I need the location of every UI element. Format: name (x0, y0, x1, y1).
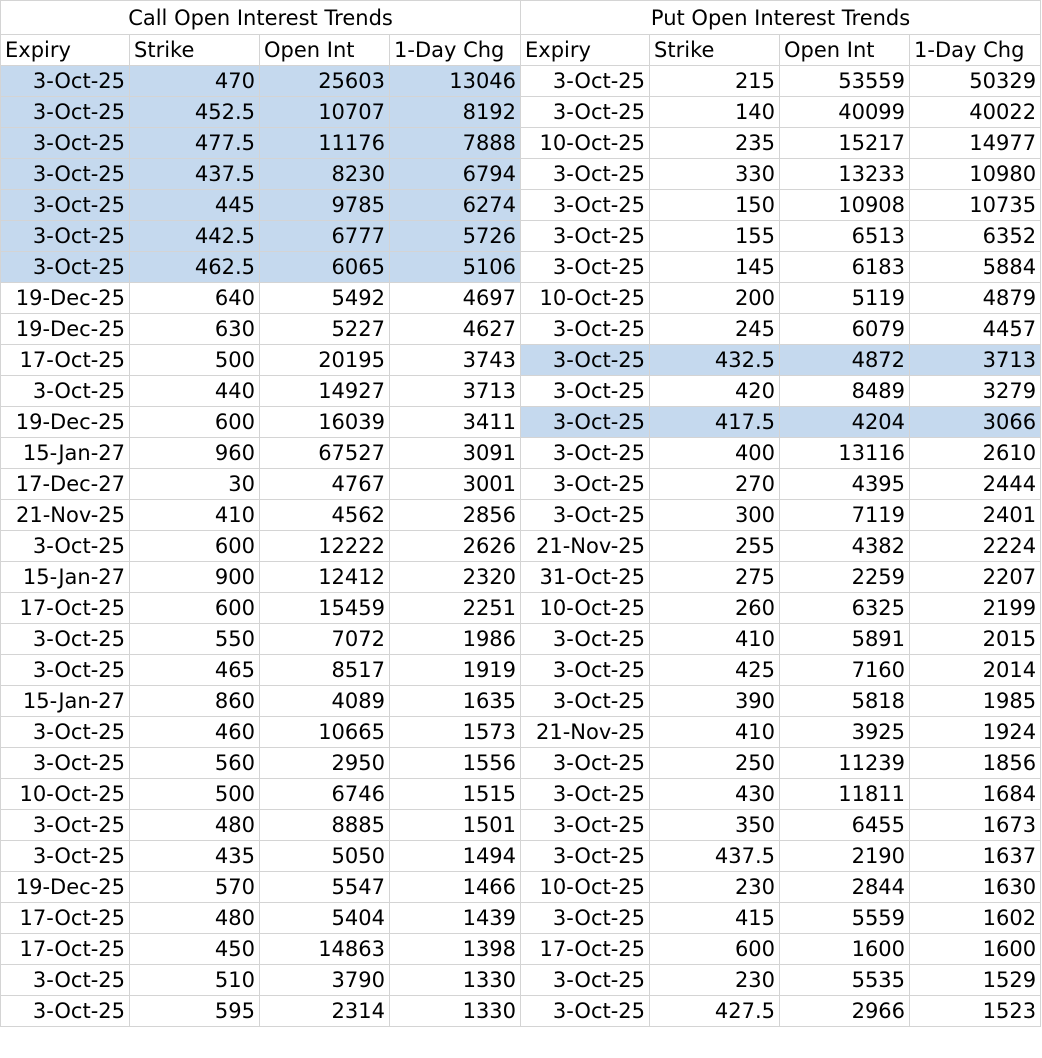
put-strike-cell[interactable]: 250 (650, 748, 780, 779)
put-expiry-cell[interactable]: 21-Nov-25 (521, 717, 650, 748)
call-open-int-cell[interactable]: 14927 (260, 376, 390, 407)
call-strike-cell[interactable]: 570 (130, 872, 260, 903)
call-chg-cell[interactable]: 1330 (390, 996, 521, 1027)
put-strike-cell[interactable]: 425 (650, 655, 780, 686)
call-expiry-cell[interactable]: 3-Oct-25 (1, 810, 130, 841)
call-strike-cell[interactable]: 500 (130, 779, 260, 810)
put-expiry-cell[interactable]: 3-Oct-25 (521, 407, 650, 438)
put-strike-cell[interactable]: 255 (650, 531, 780, 562)
put-strike-cell[interactable]: 415 (650, 903, 780, 934)
table-row (1, 903, 1041, 934)
table-row (1, 531, 1041, 562)
put-open-int-cell[interactable]: 3925 (780, 717, 910, 748)
call-strike-cell[interactable]: 600 (130, 407, 260, 438)
put-strike-cell[interactable]: 200 (650, 283, 780, 314)
call-open-int-cell[interactable]: 5404 (260, 903, 390, 934)
call-expiry-cell[interactable]: 21-Nov-25 (1, 500, 130, 531)
put-open-int-cell[interactable]: 15217 (780, 128, 910, 159)
call-open-int-cell[interactable]: 2950 (260, 748, 390, 779)
put-chg-cell[interactable]: 2401 (910, 500, 1041, 531)
call-open-int-cell[interactable]: 5227 (260, 314, 390, 345)
put-strike-cell[interactable]: 600 (650, 934, 780, 965)
put-open-int-cell[interactable]: 1600 (780, 934, 910, 965)
call-strike-cell[interactable]: 630 (130, 314, 260, 345)
call-chg-cell[interactable]: 6794 (390, 159, 521, 190)
call-open-int-cell[interactable]: 8517 (260, 655, 390, 686)
call-open-int-cell[interactable]: 14863 (260, 934, 390, 965)
call-open-int-cell[interactable]: 10665 (260, 717, 390, 748)
call-chg-cell[interactable]: 1635 (390, 686, 521, 717)
call-chg-cell[interactable]: 2320 (390, 562, 521, 593)
put-open-int-cell[interactable]: 5891 (780, 624, 910, 655)
put-open-int-cell[interactable]: 7160 (780, 655, 910, 686)
call-open-int-cell[interactable]: 11176 (260, 128, 390, 159)
put-chg-cell[interactable]: 1684 (910, 779, 1041, 810)
call-open-int-cell[interactable]: 5547 (260, 872, 390, 903)
put-expiry-cell[interactable]: 3-Oct-25 (521, 66, 650, 97)
put-open-int-cell[interactable]: 8489 (780, 376, 910, 407)
put-strike-cell[interactable]: 330 (650, 159, 780, 190)
call-col-expiry-header[interactable]: Expiry (1, 35, 130, 66)
put-strike-cell[interactable]: 430 (650, 779, 780, 810)
call-open-int-cell[interactable]: 6777 (260, 221, 390, 252)
call-open-int-cell[interactable]: 9785 (260, 190, 390, 221)
table-row (1, 128, 1041, 159)
call-chg-cell[interactable]: 1556 (390, 748, 521, 779)
put-open-int-cell[interactable]: 6079 (780, 314, 910, 345)
call-open-int-cell[interactable]: 12412 (260, 562, 390, 593)
call-strike-cell[interactable]: 442.5 (130, 221, 260, 252)
put-expiry-cell[interactable]: 3-Oct-25 (521, 748, 650, 779)
call-expiry-cell[interactable]: 3-Oct-25 (1, 128, 130, 159)
put-strike-cell[interactable]: 215 (650, 66, 780, 97)
call-chg-cell[interactable]: 2251 (390, 593, 521, 624)
put-chg-cell[interactable]: 1856 (910, 748, 1041, 779)
put-open-int-cell[interactable]: 6325 (780, 593, 910, 624)
call-expiry-cell[interactable]: 3-Oct-25 (1, 655, 130, 686)
put-strike-cell[interactable]: 150 (650, 190, 780, 221)
put-strike-cell[interactable]: 270 (650, 469, 780, 500)
put-chg-cell[interactable]: 1529 (910, 965, 1041, 996)
call-strike-cell[interactable]: 600 (130, 531, 260, 562)
put-expiry-cell[interactable]: 10-Oct-25 (521, 872, 650, 903)
put-table-title[interactable]: Put Open Interest Trends (521, 1, 1041, 35)
put-expiry-cell[interactable]: 3-Oct-25 (521, 190, 650, 221)
put-strike-cell[interactable]: 145 (650, 252, 780, 283)
put-chg-cell[interactable]: 2207 (910, 562, 1041, 593)
call-strike-cell[interactable]: 480 (130, 903, 260, 934)
call-expiry-cell[interactable]: 3-Oct-25 (1, 965, 130, 996)
table-row (1, 376, 1041, 407)
call-expiry-cell[interactable]: 10-Oct-25 (1, 779, 130, 810)
call-chg-cell[interactable]: 1515 (390, 779, 521, 810)
put-chg-cell[interactable]: 3713 (910, 345, 1041, 376)
call-strike-cell[interactable]: 510 (130, 965, 260, 996)
table-row (1, 779, 1041, 810)
put-col-strike-header[interactable]: Strike (650, 35, 780, 66)
put-chg-cell[interactable]: 14977 (910, 128, 1041, 159)
call-expiry-cell[interactable]: 3-Oct-25 (1, 66, 130, 97)
put-strike-cell[interactable]: 432.5 (650, 345, 780, 376)
call-strike-cell[interactable]: 410 (130, 500, 260, 531)
call-chg-cell[interactable]: 1466 (390, 872, 521, 903)
put-chg-cell[interactable]: 1630 (910, 872, 1041, 903)
call-chg-cell[interactable]: 1501 (390, 810, 521, 841)
call-expiry-cell[interactable]: 3-Oct-25 (1, 717, 130, 748)
call-strike-cell[interactable]: 900 (130, 562, 260, 593)
call-expiry-cell[interactable]: 19-Dec-25 (1, 407, 130, 438)
put-open-int-cell[interactable]: 2259 (780, 562, 910, 593)
put-expiry-cell[interactable]: 3-Oct-25 (521, 841, 650, 872)
call-open-int-cell[interactable]: 4767 (260, 469, 390, 500)
call-open-int-cell[interactable]: 5050 (260, 841, 390, 872)
put-expiry-cell[interactable]: 3-Oct-25 (521, 624, 650, 655)
table-row (1, 686, 1041, 717)
call-expiry-cell[interactable]: 19-Dec-25 (1, 872, 130, 903)
call-chg-cell[interactable]: 6274 (390, 190, 521, 221)
put-chg-cell[interactable]: 6352 (910, 221, 1041, 252)
put-expiry-cell[interactable]: 17-Oct-25 (521, 934, 650, 965)
put-chg-cell[interactable]: 2199 (910, 593, 1041, 624)
put-chg-cell[interactable]: 4879 (910, 283, 1041, 314)
put-expiry-cell[interactable]: 3-Oct-25 (521, 376, 650, 407)
put-col-chg-header[interactable]: 1-Day Chg (910, 35, 1041, 66)
put-open-int-cell[interactable]: 13116 (780, 438, 910, 469)
call-open-int-cell[interactable]: 3790 (260, 965, 390, 996)
put-chg-cell[interactable]: 50329 (910, 66, 1041, 97)
table-row (1, 438, 1041, 469)
put-expiry-cell[interactable]: 3-Oct-25 (521, 469, 650, 500)
put-strike-cell[interactable]: 350 (650, 810, 780, 841)
put-col-open-int-header[interactable]: Open Int (780, 35, 910, 66)
table-row (1, 66, 1041, 97)
put-strike-cell[interactable]: 230 (650, 965, 780, 996)
put-chg-cell[interactable]: 1637 (910, 841, 1041, 872)
put-strike-cell[interactable]: 275 (650, 562, 780, 593)
put-strike-cell[interactable]: 155 (650, 221, 780, 252)
put-strike-cell[interactable]: 437.5 (650, 841, 780, 872)
put-chg-cell[interactable]: 10980 (910, 159, 1041, 190)
put-chg-cell[interactable]: 1600 (910, 934, 1041, 965)
call-strike-cell[interactable]: 477.5 (130, 128, 260, 159)
call-chg-cell[interactable]: 3411 (390, 407, 521, 438)
put-strike-cell[interactable]: 300 (650, 500, 780, 531)
put-expiry-cell[interactable]: 3-Oct-25 (521, 97, 650, 128)
call-expiry-cell[interactable]: 17-Oct-25 (1, 345, 130, 376)
put-expiry-cell[interactable]: 3-Oct-25 (521, 159, 650, 190)
call-open-int-cell[interactable]: 6746 (260, 779, 390, 810)
put-chg-cell[interactable]: 1602 (910, 903, 1041, 934)
put-open-int-cell[interactable]: 7119 (780, 500, 910, 531)
call-open-int-cell[interactable]: 8885 (260, 810, 390, 841)
put-strike-cell[interactable]: 400 (650, 438, 780, 469)
call-expiry-cell[interactable]: 3-Oct-25 (1, 376, 130, 407)
put-open-int-cell[interactable]: 5535 (780, 965, 910, 996)
table-row (1, 314, 1041, 345)
put-open-int-cell[interactable]: 11239 (780, 748, 910, 779)
put-chg-cell[interactable]: 1924 (910, 717, 1041, 748)
call-expiry-cell[interactable]: 15-Jan-27 (1, 686, 130, 717)
put-open-int-cell[interactable]: 6513 (780, 221, 910, 252)
put-chg-cell[interactable]: 2224 (910, 531, 1041, 562)
call-chg-cell[interactable]: 2856 (390, 500, 521, 531)
call-table-title[interactable]: Call Open Interest Trends (1, 1, 521, 35)
table-row (1, 872, 1041, 903)
table-row (1, 469, 1041, 500)
put-expiry-cell[interactable]: 3-Oct-25 (521, 252, 650, 283)
call-strike-cell[interactable]: 445 (130, 190, 260, 221)
call-expiry-cell[interactable]: 3-Oct-25 (1, 252, 130, 283)
call-chg-cell[interactable]: 8192 (390, 97, 521, 128)
call-open-int-cell[interactable]: 6065 (260, 252, 390, 283)
table-row (1, 345, 1041, 376)
call-open-int-cell[interactable]: 5492 (260, 283, 390, 314)
call-chg-cell[interactable]: 1398 (390, 934, 521, 965)
call-expiry-cell[interactable]: 17-Oct-25 (1, 593, 130, 624)
table-row (1, 500, 1041, 531)
put-open-int-cell[interactable]: 4872 (780, 345, 910, 376)
call-chg-cell[interactable]: 3001 (390, 469, 521, 500)
call-open-int-cell[interactable]: 16039 (260, 407, 390, 438)
put-open-int-cell[interactable]: 40099 (780, 97, 910, 128)
put-expiry-cell[interactable]: 3-Oct-25 (521, 314, 650, 345)
put-open-int-cell[interactable]: 5559 (780, 903, 910, 934)
table-row (1, 965, 1041, 996)
put-expiry-cell[interactable]: 3-Oct-25 (521, 810, 650, 841)
call-strike-cell[interactable]: 437.5 (130, 159, 260, 190)
put-chg-cell[interactable]: 10735 (910, 190, 1041, 221)
call-expiry-cell[interactable]: 3-Oct-25 (1, 996, 130, 1027)
put-chg-cell[interactable]: 2015 (910, 624, 1041, 655)
put-expiry-cell[interactable]: 3-Oct-25 (521, 655, 650, 686)
table-row (1, 717, 1041, 748)
table-row (1, 748, 1041, 779)
table-row (1, 159, 1041, 190)
put-expiry-cell[interactable]: 10-Oct-25 (521, 283, 650, 314)
call-expiry-cell[interactable]: 15-Jan-27 (1, 438, 130, 469)
call-expiry-cell[interactable]: 3-Oct-25 (1, 531, 130, 562)
call-open-int-cell[interactable]: 8230 (260, 159, 390, 190)
put-open-int-cell[interactable]: 11811 (780, 779, 910, 810)
put-expiry-cell[interactable]: 10-Oct-25 (521, 128, 650, 159)
call-strike-cell[interactable]: 860 (130, 686, 260, 717)
call-open-int-cell[interactable]: 10707 (260, 97, 390, 128)
table-row (1, 252, 1041, 283)
call-expiry-cell[interactable]: 3-Oct-25 (1, 841, 130, 872)
put-strike-cell[interactable]: 260 (650, 593, 780, 624)
call-chg-cell[interactable]: 1573 (390, 717, 521, 748)
title-row (1, 1, 1041, 35)
put-strike-cell[interactable]: 245 (650, 314, 780, 345)
call-col-strike-header[interactable]: Strike (130, 35, 260, 66)
call-col-open-int-header[interactable]: Open Int (260, 35, 390, 66)
call-strike-cell[interactable]: 960 (130, 438, 260, 469)
call-expiry-cell[interactable]: 19-Dec-25 (1, 314, 130, 345)
call-chg-cell[interactable]: 4697 (390, 283, 521, 314)
call-strike-cell[interactable]: 440 (130, 376, 260, 407)
put-expiry-cell[interactable]: 3-Oct-25 (521, 221, 650, 252)
put-expiry-cell[interactable]: 3-Oct-25 (521, 686, 650, 717)
put-open-int-cell[interactable]: 2966 (780, 996, 910, 1027)
table-row (1, 655, 1041, 686)
call-chg-cell[interactable]: 5106 (390, 252, 521, 283)
table-row (1, 283, 1041, 314)
call-chg-cell[interactable]: 2626 (390, 531, 521, 562)
table-row (1, 593, 1041, 624)
call-expiry-cell[interactable]: 17-Oct-25 (1, 934, 130, 965)
call-col-chg-header[interactable]: 1-Day Chg (390, 35, 521, 66)
call-expiry-cell[interactable]: 15-Jan-27 (1, 562, 130, 593)
put-expiry-cell[interactable]: 3-Oct-25 (521, 903, 650, 934)
put-chg-cell[interactable]: 2610 (910, 438, 1041, 469)
put-chg-cell[interactable]: 3279 (910, 376, 1041, 407)
call-strike-cell[interactable]: 450 (130, 934, 260, 965)
call-strike-cell[interactable]: 500 (130, 345, 260, 376)
call-strike-cell[interactable]: 462.5 (130, 252, 260, 283)
put-expiry-cell[interactable]: 3-Oct-25 (521, 779, 650, 810)
call-strike-cell[interactable]: 30 (130, 469, 260, 500)
call-strike-cell[interactable]: 460 (130, 717, 260, 748)
put-chg-cell[interactable]: 3066 (910, 407, 1041, 438)
call-chg-cell[interactable]: 3713 (390, 376, 521, 407)
put-open-int-cell[interactable]: 6455 (780, 810, 910, 841)
call-open-int-cell[interactable]: 20195 (260, 345, 390, 376)
call-strike-cell[interactable]: 465 (130, 655, 260, 686)
call-chg-cell[interactable]: 3091 (390, 438, 521, 469)
put-open-int-cell[interactable]: 10908 (780, 190, 910, 221)
call-chg-cell[interactable]: 3743 (390, 345, 521, 376)
table-row (1, 407, 1041, 438)
call-strike-cell[interactable]: 452.5 (130, 97, 260, 128)
put-expiry-cell[interactable]: 3-Oct-25 (521, 438, 650, 469)
put-open-int-cell[interactable]: 5818 (780, 686, 910, 717)
table-row (1, 562, 1041, 593)
call-expiry-cell[interactable]: 19-Dec-25 (1, 283, 130, 314)
call-chg-cell[interactable]: 4627 (390, 314, 521, 345)
call-expiry-cell[interactable]: 3-Oct-25 (1, 159, 130, 190)
put-expiry-cell[interactable]: 3-Oct-25 (521, 500, 650, 531)
call-chg-cell[interactable]: 5726 (390, 221, 521, 252)
put-strike-cell[interactable]: 410 (650, 624, 780, 655)
table-row (1, 624, 1041, 655)
put-expiry-cell[interactable]: 31-Oct-25 (521, 562, 650, 593)
put-strike-cell[interactable]: 410 (650, 717, 780, 748)
put-open-int-cell[interactable]: 13233 (780, 159, 910, 190)
call-expiry-cell[interactable]: 3-Oct-25 (1, 221, 130, 252)
call-expiry-cell[interactable]: 3-Oct-25 (1, 624, 130, 655)
put-chg-cell[interactable]: 1673 (910, 810, 1041, 841)
put-col-expiry-header[interactable]: Expiry (521, 35, 650, 66)
put-open-int-cell[interactable]: 4204 (780, 407, 910, 438)
put-expiry-cell[interactable]: 3-Oct-25 (521, 965, 650, 996)
put-open-int-cell[interactable]: 5119 (780, 283, 910, 314)
put-expiry-cell[interactable]: 10-Oct-25 (521, 593, 650, 624)
put-expiry-cell[interactable]: 3-Oct-25 (521, 996, 650, 1027)
call-expiry-cell[interactable]: 3-Oct-25 (1, 190, 130, 221)
table-row (1, 190, 1041, 221)
put-open-int-cell[interactable]: 53559 (780, 66, 910, 97)
table-row (1, 934, 1041, 965)
call-chg-cell[interactable]: 1330 (390, 965, 521, 996)
call-open-int-cell[interactable]: 25603 (260, 66, 390, 97)
put-chg-cell[interactable]: 2014 (910, 655, 1041, 686)
call-strike-cell[interactable]: 640 (130, 283, 260, 314)
call-chg-cell[interactable]: 1439 (390, 903, 521, 934)
put-strike-cell[interactable]: 235 (650, 128, 780, 159)
call-open-int-cell[interactable]: 4089 (260, 686, 390, 717)
call-open-int-cell[interactable]: 15459 (260, 593, 390, 624)
header-row (1, 35, 1041, 66)
call-open-int-cell[interactable]: 67527 (260, 438, 390, 469)
put-open-int-cell[interactable]: 2190 (780, 841, 910, 872)
call-expiry-cell[interactable]: 3-Oct-25 (1, 97, 130, 128)
put-open-int-cell[interactable]: 4382 (780, 531, 910, 562)
call-strike-cell[interactable]: 470 (130, 66, 260, 97)
put-chg-cell[interactable]: 40022 (910, 97, 1041, 128)
call-chg-cell[interactable]: 13046 (390, 66, 521, 97)
call-strike-cell[interactable]: 480 (130, 810, 260, 841)
call-open-int-cell[interactable]: 7072 (260, 624, 390, 655)
put-expiry-cell[interactable]: 3-Oct-25 (521, 345, 650, 376)
put-strike-cell[interactable]: 230 (650, 872, 780, 903)
table-row (1, 97, 1041, 128)
call-expiry-cell[interactable]: 3-Oct-25 (1, 748, 130, 779)
put-open-int-cell[interactable]: 2844 (780, 872, 910, 903)
call-open-int-cell[interactable]: 4562 (260, 500, 390, 531)
call-strike-cell[interactable]: 550 (130, 624, 260, 655)
call-open-int-cell[interactable]: 12222 (260, 531, 390, 562)
table-row (1, 996, 1041, 1027)
put-open-int-cell[interactable]: 6183 (780, 252, 910, 283)
table-body (1, 66, 1041, 1027)
call-chg-cell[interactable]: 7888 (390, 128, 521, 159)
call-strike-cell[interactable]: 600 (130, 593, 260, 624)
call-strike-cell[interactable]: 595 (130, 996, 260, 1027)
put-chg-cell[interactable]: 4457 (910, 314, 1041, 345)
put-open-int-cell[interactable]: 4395 (780, 469, 910, 500)
put-strike-cell[interactable]: 140 (650, 97, 780, 128)
put-strike-cell[interactable]: 427.5 (650, 996, 780, 1027)
table-row (1, 221, 1041, 252)
call-open-int-cell[interactable]: 2314 (260, 996, 390, 1027)
put-strike-cell[interactable]: 390 (650, 686, 780, 717)
call-expiry-cell[interactable]: 17-Dec-27 (1, 469, 130, 500)
put-chg-cell[interactable]: 2444 (910, 469, 1041, 500)
call-expiry-cell[interactable]: 17-Oct-25 (1, 903, 130, 934)
table-row (1, 810, 1041, 841)
put-chg-cell[interactable]: 1985 (910, 686, 1041, 717)
put-chg-cell[interactable]: 5884 (910, 252, 1041, 283)
call-strike-cell[interactable]: 560 (130, 748, 260, 779)
put-chg-cell[interactable]: 1523 (910, 996, 1041, 1027)
call-chg-cell[interactable]: 1494 (390, 841, 521, 872)
put-strike-cell[interactable]: 420 (650, 376, 780, 407)
call-strike-cell[interactable]: 435 (130, 841, 260, 872)
put-expiry-cell[interactable]: 21-Nov-25 (521, 531, 650, 562)
put-strike-cell[interactable]: 417.5 (650, 407, 780, 438)
call-chg-cell[interactable]: 1919 (390, 655, 521, 686)
call-chg-cell[interactable]: 1986 (390, 624, 521, 655)
table-row (1, 841, 1041, 872)
